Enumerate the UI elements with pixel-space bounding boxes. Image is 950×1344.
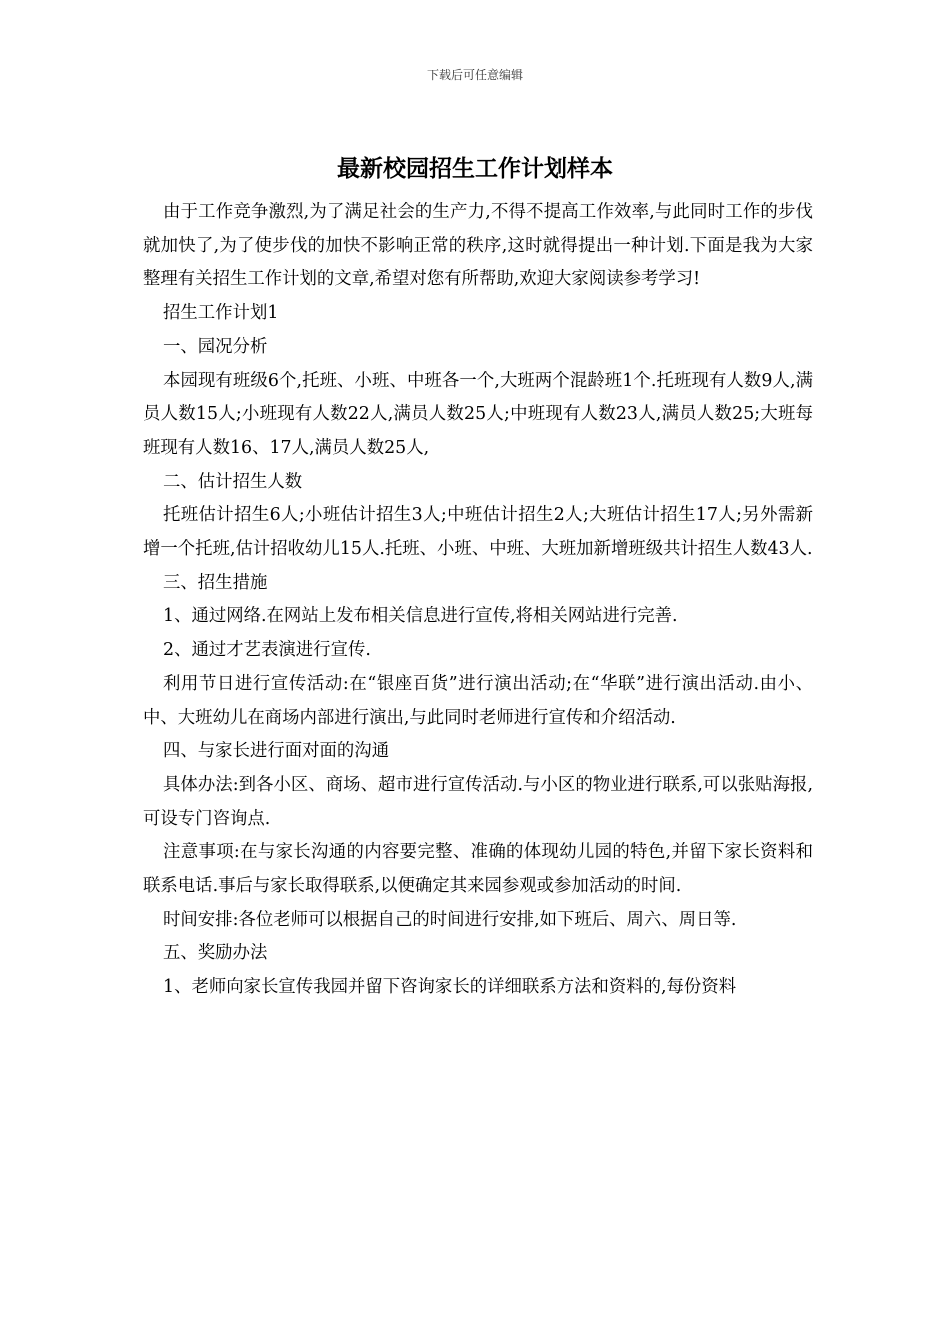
measure-2-detail: 利用节日进行宣传活动:在“银座百货”进行演出活动;在“华联”进行演出活动.由小、中、大班幼儿在商场内部进行演出,与此同时老师进行宣传和介绍活动. — [143, 673, 813, 728]
section-heading-5: 五、奖励办法 — [163, 943, 268, 964]
schedule-paragraph: 时间安排:各位老师可以根据自己的时间进行安排,如下班后、周六、周日等. — [163, 909, 737, 930]
reward-item-1: 1、老师向家长宣传我园并留下咨询家长的详细联系方法和资料的,每份资料 — [163, 977, 737, 998]
section-heading-1: 一、园况分析 — [163, 336, 268, 357]
document-body — [143, 196, 813, 1005]
intro-paragraph: 由于工作竞争激烈,为了满足社会的生产力,不得不提高工作效率,与此同时工作的步伐就加快了,为了使步伐的加快不影响正常的秩序,这时就得提出一种计划.下面是我为大家整理有关招生工作计划的文章,希望对您有所帮助,欢迎大家阅读参考学习! — [143, 202, 813, 290]
method-paragraph: 具体办法:到各小区、商场、超市进行宣传活动.与小区的物业进行联系,可以张贴海报,可设专门咨询点. — [143, 774, 813, 829]
section-1-paragraph: 本园现有班级6个,托班、小班、中班各一个,大班两个混龄班1个.托班现有人数9人,满员人数15人;小班现有人数22人,满员人数25人;中班现有人数23人,满员人数25;大班每班现有人数16、17人,满员人数25人, — [143, 370, 813, 458]
section-heading-4: 四、与家长进行面对面的沟通 — [163, 741, 390, 762]
header-note: 下载后可任意编辑 — [426, 68, 523, 82]
section-heading-3: 三、招生措施 — [163, 572, 268, 593]
plan-heading: 招生工作计划1 — [163, 303, 279, 324]
measure-2: 2、通过才艺表演进行宣传. — [163, 640, 371, 661]
section-2-paragraph: 托班估计招生6人;小班估计招生3人;中班估计招生2人;大班估计招生17人;另外需新增一个托班,估计招收幼儿15人.托班、小班、中班、大班加新增班级共计招生人数43人. — [143, 505, 813, 560]
document-title: 最新校园招生工作计划样本 — [337, 155, 613, 182]
measure-1: 1、通过网络.在网站上发布相关信息进行宣传,将相关网站进行完善. — [163, 606, 678, 627]
notes-paragraph: 注意事项:在与家长沟通的内容要完整、准确的体现幼儿园的特色,并留下家长资料和联系电话.事后与家长取得联系,以便确定其来园参观或参加活动的时间. — [143, 842, 813, 897]
section-heading-2: 二、估计招生人数 — [163, 471, 303, 492]
